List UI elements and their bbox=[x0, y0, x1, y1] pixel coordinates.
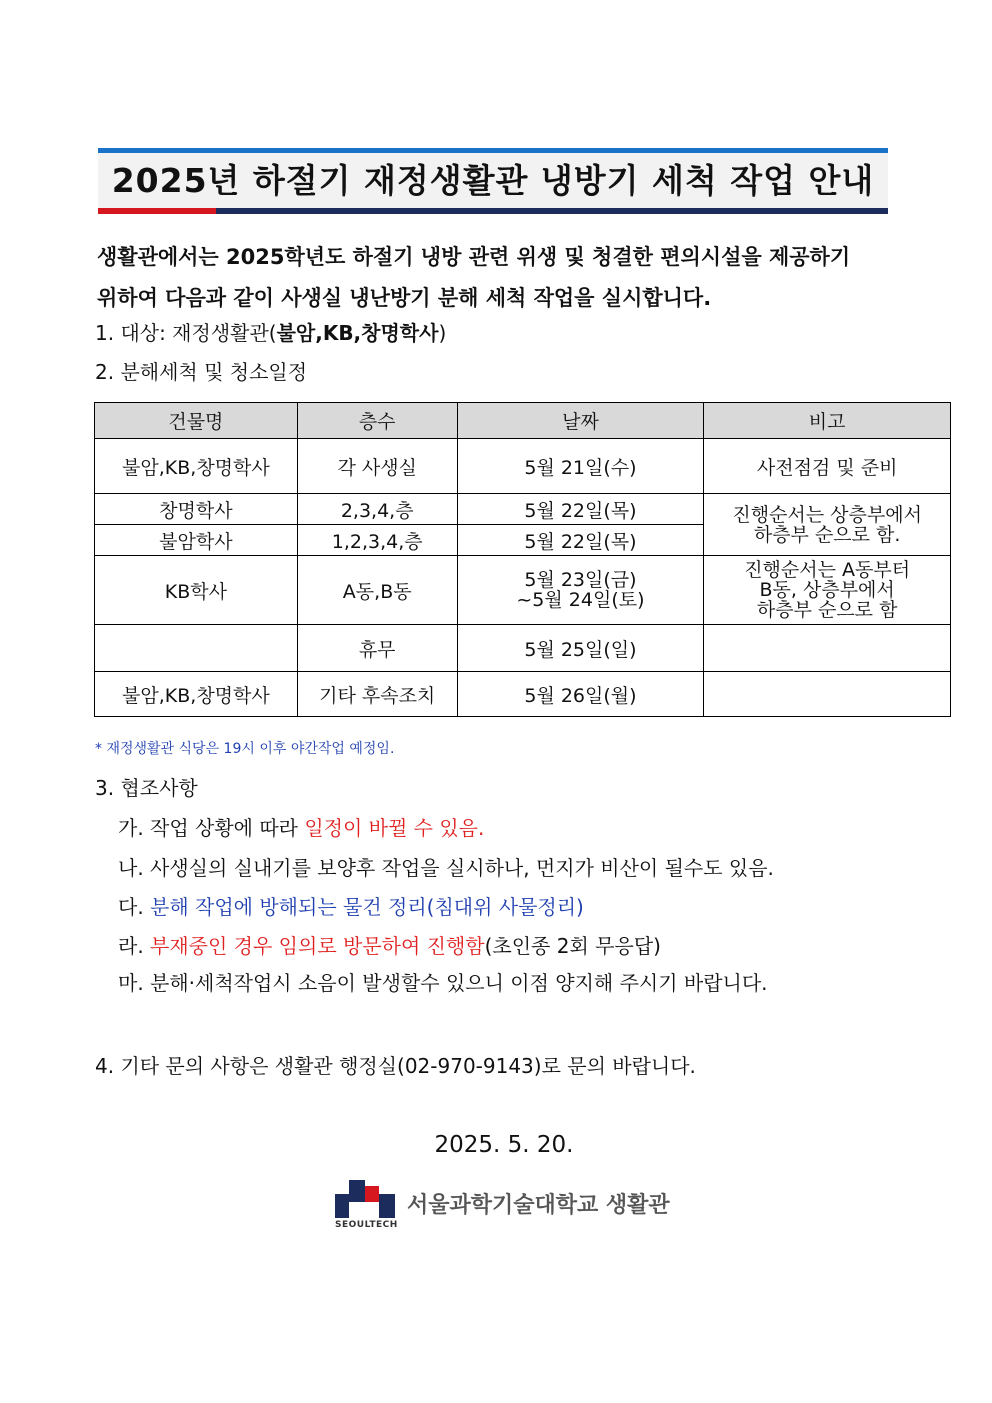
ra-warning: 부재중인 경우 임의로 방문하여 진행함 bbox=[150, 934, 485, 958]
cell-building: 불암학사 bbox=[95, 525, 298, 556]
cell-building: 창명학사 bbox=[95, 494, 298, 525]
intro-line-1: 생활관에서는 2025학년도 하절기 냉방 관련 위생 및 청결한 편의시설을 제공하기 bbox=[97, 245, 851, 269]
cell-note bbox=[704, 556, 951, 625]
da-prefix: 다. bbox=[118, 895, 151, 919]
table-row bbox=[95, 625, 951, 672]
title-top-bar bbox=[98, 148, 888, 153]
schedule-table bbox=[94, 402, 951, 717]
cell-note bbox=[704, 672, 951, 717]
date-line: ~5월 24일(토) bbox=[516, 589, 645, 611]
cell-building: KB학사 bbox=[95, 556, 298, 625]
cell-floors: 1,2,3,4,층 bbox=[297, 525, 457, 556]
cell-date: 5월 21일(수) bbox=[457, 439, 704, 494]
intro-line-2: 위하여 다음과 같이 사생실 냉난방기 분해 세척 작업을 실시합니다. bbox=[97, 286, 712, 310]
table-header-row bbox=[95, 403, 951, 439]
cell-floors: 2,3,4,층 bbox=[297, 494, 457, 525]
cell-date: 5월 22일(목) bbox=[457, 494, 704, 525]
intro-paragraph bbox=[97, 237, 917, 319]
cell-date: 5월 25일(일) bbox=[457, 625, 704, 672]
item-3-na: 나. 사생실의 실내기를 보양후 작업을 실시하나, 먼지가 비산이 될수도 있음. bbox=[118, 856, 774, 880]
cell-date: 5월 26일(월) bbox=[457, 672, 704, 717]
note-line: B동, 상층부에서 bbox=[759, 579, 895, 601]
item-3-ma: 마. 분해·세척작업시 소음이 발생할수 있으니 이점 양지해 주시기 바랍니다. bbox=[118, 971, 768, 995]
cell-floors: 각 사생실 bbox=[297, 439, 457, 494]
ra-prefix: 라. bbox=[118, 934, 151, 958]
table-row bbox=[95, 494, 951, 525]
item-1-prefix: 1. 대상: 재정생활관( bbox=[95, 321, 277, 345]
cell-date: 5월 22일(목) bbox=[457, 525, 704, 556]
item-3-da bbox=[118, 894, 584, 920]
item-4-contact: 4. 기타 문의 사항은 생활관 행정실(02-970-9143)로 문의 바랍니다. bbox=[95, 1054, 696, 1078]
item-3-ra bbox=[118, 933, 661, 959]
ga-prefix: 가. 작업 상황에 따라 bbox=[118, 816, 305, 840]
cell-building: 불암,KB,창명학사 bbox=[95, 672, 298, 717]
cell-note bbox=[704, 494, 951, 556]
title-bottom-navy-bar bbox=[216, 208, 888, 214]
cell-floors: 기타 후속조치 bbox=[297, 672, 457, 717]
da-highlight: 분해 작업에 방해되는 물건 정리(침대위 사물정리) bbox=[150, 895, 584, 919]
header-date: 날짜 bbox=[457, 403, 704, 439]
header-building: 건물명 bbox=[95, 403, 298, 439]
header-note: 비고 bbox=[704, 403, 951, 439]
table-row bbox=[95, 556, 951, 625]
cell-date bbox=[457, 556, 704, 625]
logo-mark-text: SEOULTECH bbox=[335, 1220, 398, 1230]
seoultech-logo bbox=[335, 1180, 695, 1236]
cell-note: 사전점검 및 준비 bbox=[704, 439, 951, 494]
date-line: 5월 23일(금) bbox=[524, 569, 637, 591]
cell-floors: A동,B동 bbox=[297, 556, 457, 625]
table-row bbox=[95, 439, 951, 494]
cell-note bbox=[704, 625, 951, 672]
seoultech-mark-icon bbox=[335, 1180, 399, 1220]
cell-building bbox=[95, 625, 298, 672]
item-2-schedule-label: 2. 분해세척 및 청소일정 bbox=[95, 360, 308, 384]
title-bottom-red-bar bbox=[98, 208, 216, 214]
cell-floors: 휴무 bbox=[297, 625, 457, 672]
cell-building: 불암,KB,창명학사 bbox=[95, 439, 298, 494]
page-title: 2025년 하절기 재정생활관 냉방기 세척 작업 안내 bbox=[111, 161, 875, 200]
item-1-target bbox=[95, 320, 446, 346]
item-1-buildings: 불암,KB,창명학사 bbox=[276, 321, 439, 345]
note-line: 하층부 순으로 함. bbox=[753, 523, 901, 546]
footnote: * 재정생활관 식당은 19시 이후 야간작업 예정임. bbox=[95, 741, 395, 757]
notice-date: 2025. 5. 20. bbox=[434, 1132, 574, 1158]
title-banner bbox=[98, 148, 888, 214]
header-floors: 층수 bbox=[297, 403, 457, 439]
item-3-cooperation-label: 3. 협조사항 bbox=[95, 776, 198, 800]
note-line: 진행순서는 상층부에서 bbox=[732, 503, 922, 526]
ga-warning: 일정이 바뀔 수 있음. bbox=[304, 816, 485, 840]
note-line: 하층부 순으로 함 bbox=[756, 599, 898, 621]
item-1-suffix: ) bbox=[438, 321, 447, 345]
note-line: 진행순서는 A동부터 bbox=[744, 559, 911, 581]
ra-suffix: (초인종 2회 무응답) bbox=[484, 934, 661, 958]
logo-name: 서울과학기술대학교 생활관 bbox=[407, 1193, 670, 1218]
item-3-ga bbox=[118, 815, 484, 841]
table-row bbox=[95, 672, 951, 717]
